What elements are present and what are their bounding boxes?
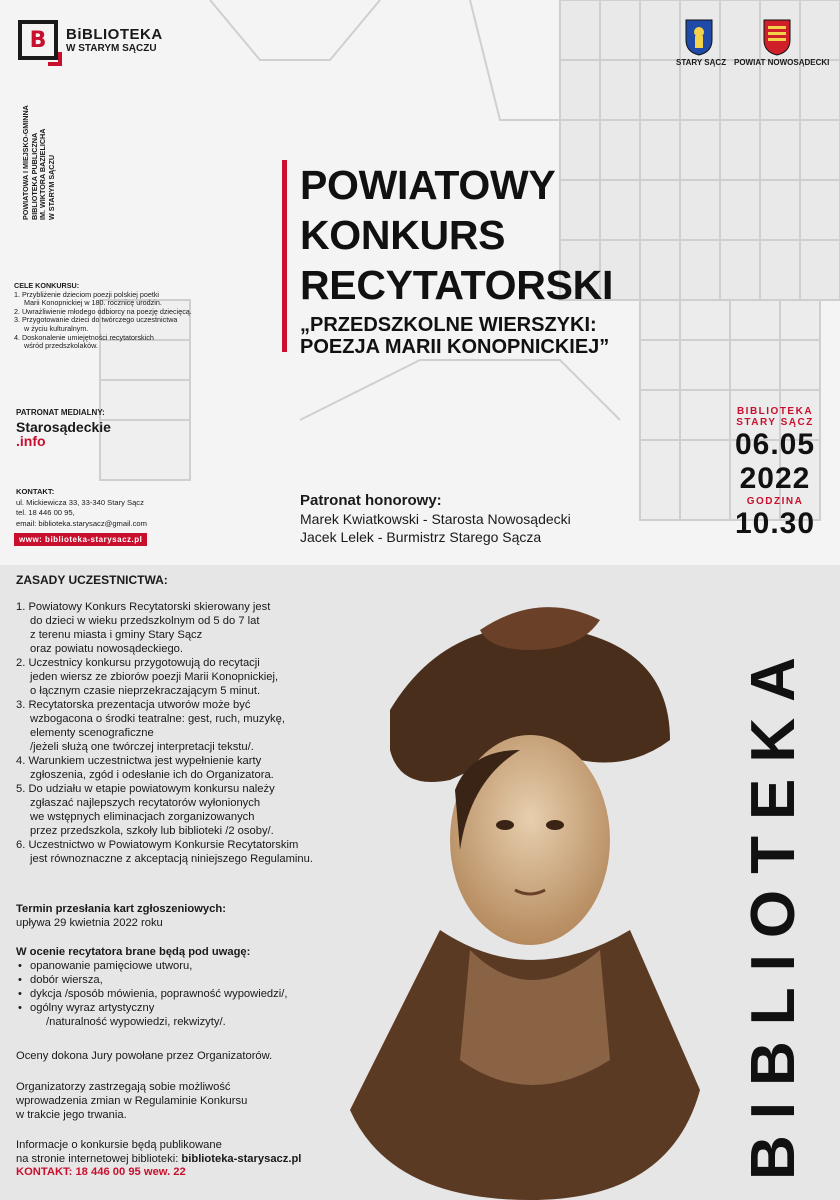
library-logo-mark: B	[18, 20, 58, 60]
goals-line: 1. Przybliżenie dzieciom poezji polskiej poetki	[14, 289, 160, 299]
poster-subtitle	[300, 314, 609, 358]
subtitle-line: POEZJA MARII KONOPNICKIEJ”	[300, 336, 610, 358]
poster-title	[300, 160, 613, 310]
title-line: KONKURS	[300, 212, 506, 258]
library-full-name	[22, 70, 92, 220]
rule-line: 4. Warunkiem uczestnictwa jest wypełnienie karty	[16, 755, 262, 767]
rule-line: /jeżeli służą one twórczej interpretacji tekstu/.	[30, 741, 254, 753]
side-word-biblioteka: BIBLIOTEKA	[739, 641, 808, 1180]
rule-line: jeden wiersz ze zbiorów poezji Marii Konopnickiej,	[30, 671, 279, 683]
library-logo-subtitle: W STARYM SĄCZU	[66, 43, 157, 54]
title-line: POWIATOWY	[300, 162, 556, 208]
goals-heading: CELE KONKURSU:	[14, 281, 80, 290]
media-patron-suffix: .info	[16, 433, 46, 449]
rule-line: przez przedszkola, szkoły lub biblioteki /2 osoby/.	[30, 825, 274, 837]
rules-list	[16, 600, 356, 866]
rule-line: zgłaszać najlepszych recytatorów wyłonionych	[30, 797, 261, 809]
logo-corner-accent	[48, 52, 62, 66]
info-note	[16, 1138, 301, 1166]
criteria-item: • opanowanie pamięciowe utworu,	[16, 959, 346, 973]
honorary-patron: Jacek Lelek - Burmistrz Starego Sącza	[300, 529, 542, 545]
rule-line: wzbogacona o środki teatralne: gest, ruch, muzykę,	[30, 713, 285, 725]
rule-line: z terenu miasta i gminy Stary Sącz	[30, 629, 203, 641]
stary-sacz-crest-icon	[684, 18, 714, 56]
honorary-patron: Marek Kwiatkowski - Starosta Nowosądecki	[300, 511, 571, 527]
event-year: 2022	[739, 462, 811, 495]
crest-label-powiat: POWIAT NOWOSĄDECKI	[734, 58, 830, 67]
criteria-item: • dobór wiersza,	[16, 973, 346, 987]
library-name-line: POWIATOWA I MIEJSKO-GMINNA	[21, 105, 30, 220]
contact-email[interactable]: email: biblioteka.starysacz@gmail.com	[16, 518, 147, 528]
library-name-line: W STARYM SĄCZU	[46, 154, 56, 220]
info-line: Informacje o konkursie będą publikowane	[16, 1139, 222, 1151]
info-line	[16, 1152, 301, 1166]
organizers-note	[16, 1080, 247, 1122]
rule-line: 1. Powiatowy Konkurs Recytatorski skierowany jest	[16, 601, 271, 613]
goals-line: 2. Uwrażliwienie młodego odbiorcy na poezję dziecięcą.	[14, 306, 192, 316]
event-time: 10.30	[734, 507, 816, 540]
crest-label-stary-sacz: STARY SĄCZ	[676, 58, 727, 67]
honorary-patronage	[300, 492, 571, 546]
contest-goals	[14, 282, 274, 351]
organizers-line: Organizatorzy zastrzegają sobie możliwość	[16, 1081, 231, 1093]
info-text: na stronie internetowej biblioteki:	[16, 1153, 182, 1165]
info-website-link[interactable]: biblioteka-starysacz.pl	[181, 1153, 302, 1165]
title-line: RECYTATORSKI	[300, 262, 614, 308]
goals-line: wśród przedszkolaków.	[24, 341, 98, 351]
deadline-text: upływa 29 kwietnia 2022 roku	[16, 917, 163, 929]
rule-line: 5. Do udziału w etapie powiatowym konkursu należy	[16, 783, 275, 795]
footer-contact: KONTAKT: 18 446 00 95 wew. 22	[16, 1166, 186, 1178]
organizers-line: w trakcie jego trwania.	[16, 1109, 127, 1121]
goals-line: 3. Przygotowanie dzieci do twórczego uczestnictwa	[14, 315, 178, 325]
powiat-nowosadecki-crest-icon	[762, 18, 792, 56]
contact-phone: tel. 18 446 00 95,	[16, 508, 75, 517]
rules-heading: ZASADY UCZESTNICTWA:	[16, 573, 168, 587]
title-accent-bar	[282, 160, 287, 352]
rule-line: zgłoszenia, zgód i odesłanie ich do Organizatora.	[30, 769, 274, 781]
goals-line: w życiu kulturalnym.	[24, 323, 89, 333]
contact-address: ul. Mickiewicza 33, 33-340 Stary Sącz	[16, 497, 144, 507]
criteria-item: • ogólny wyraz artystyczny	[16, 1001, 346, 1015]
criteria-item: • dykcja /sposób mówienia, poprawność wypowiedzi/,	[16, 987, 346, 1001]
library-name-line: BIBLIOTEKA PUBLICZNA	[29, 132, 39, 220]
rule-line: elementy scenograficzne	[30, 727, 154, 739]
deadline-heading: Termin przesłania kart zgłoszeniowych:	[16, 903, 226, 915]
event-location: STARY SĄCZ	[736, 417, 814, 428]
maria-konopnicka-portrait	[330, 590, 710, 1200]
event-time-label: GODZINA	[746, 496, 804, 507]
rule-line: 6. Uczestnictwo w Powiatowym Konkursie Recytatorskim	[16, 839, 299, 851]
rule-line: o łącznym czasie nieprzekraczającym 5 minut.	[30, 685, 261, 697]
subtitle-line: „PRZEDSZKOLNE WIERSZYKI:	[300, 314, 597, 336]
media-patron-logo	[16, 420, 111, 448]
rule-line: oraz powiatu nowosądeckiego.	[30, 643, 183, 655]
goals-line: 4. Doskonalenie umiejętności recytatorskich	[14, 332, 154, 342]
event-date-block	[725, 406, 825, 541]
contact-block	[16, 487, 147, 529]
media-patron-name: Starosądeckie	[16, 419, 111, 435]
website-link[interactable]: www: biblioteka-starysacz.pl	[14, 533, 147, 546]
evaluation-criteria	[16, 945, 346, 1029]
event-organizer: BIBLIOTEKA	[736, 406, 814, 417]
rule-line: we wstępnych eliminacjach zorganizowanych	[30, 811, 255, 823]
library-logo-name: BiBLIOTEKA	[66, 26, 163, 43]
jury-note: Oceny dokona Jury powołane przez Organizatorów.	[16, 1050, 273, 1062]
rule-line: jest równoznaczne z akceptacją niniejszego Regulaminu.	[30, 853, 313, 865]
deadline-block	[16, 902, 226, 930]
contact-heading: KONTAKT:	[16, 487, 55, 496]
honorary-heading: Patronat honorowy:	[300, 492, 442, 509]
organizers-line: wprowadzenia zmian w Regulaminie Konkursu	[16, 1095, 248, 1107]
criteria-item-cont: /naturalność wypowiedzi, rekwizyty/.	[46, 1016, 226, 1028]
media-patron-heading: PATRONAT MEDIALNY:	[16, 408, 105, 417]
rule-line: do dzieci w wieku przedszkolnym od 5 do 7 lat	[30, 615, 260, 627]
evaluation-heading: W ocenie recytatora brane będą pod uwagę:	[16, 946, 251, 958]
goals-line: Marii Konopnickiej w 180. rocznicę urodzin.	[24, 298, 162, 308]
rule-line: 2. Uczestnicy konkursu przygotowują do recytacji	[16, 657, 260, 669]
library-name-line: IM. WIKTORA BAZIELICHA	[38, 128, 47, 220]
rule-line: 3. Recytatorska prezentacja utworów może być	[16, 699, 251, 711]
event-date: 06.05	[734, 428, 816, 461]
